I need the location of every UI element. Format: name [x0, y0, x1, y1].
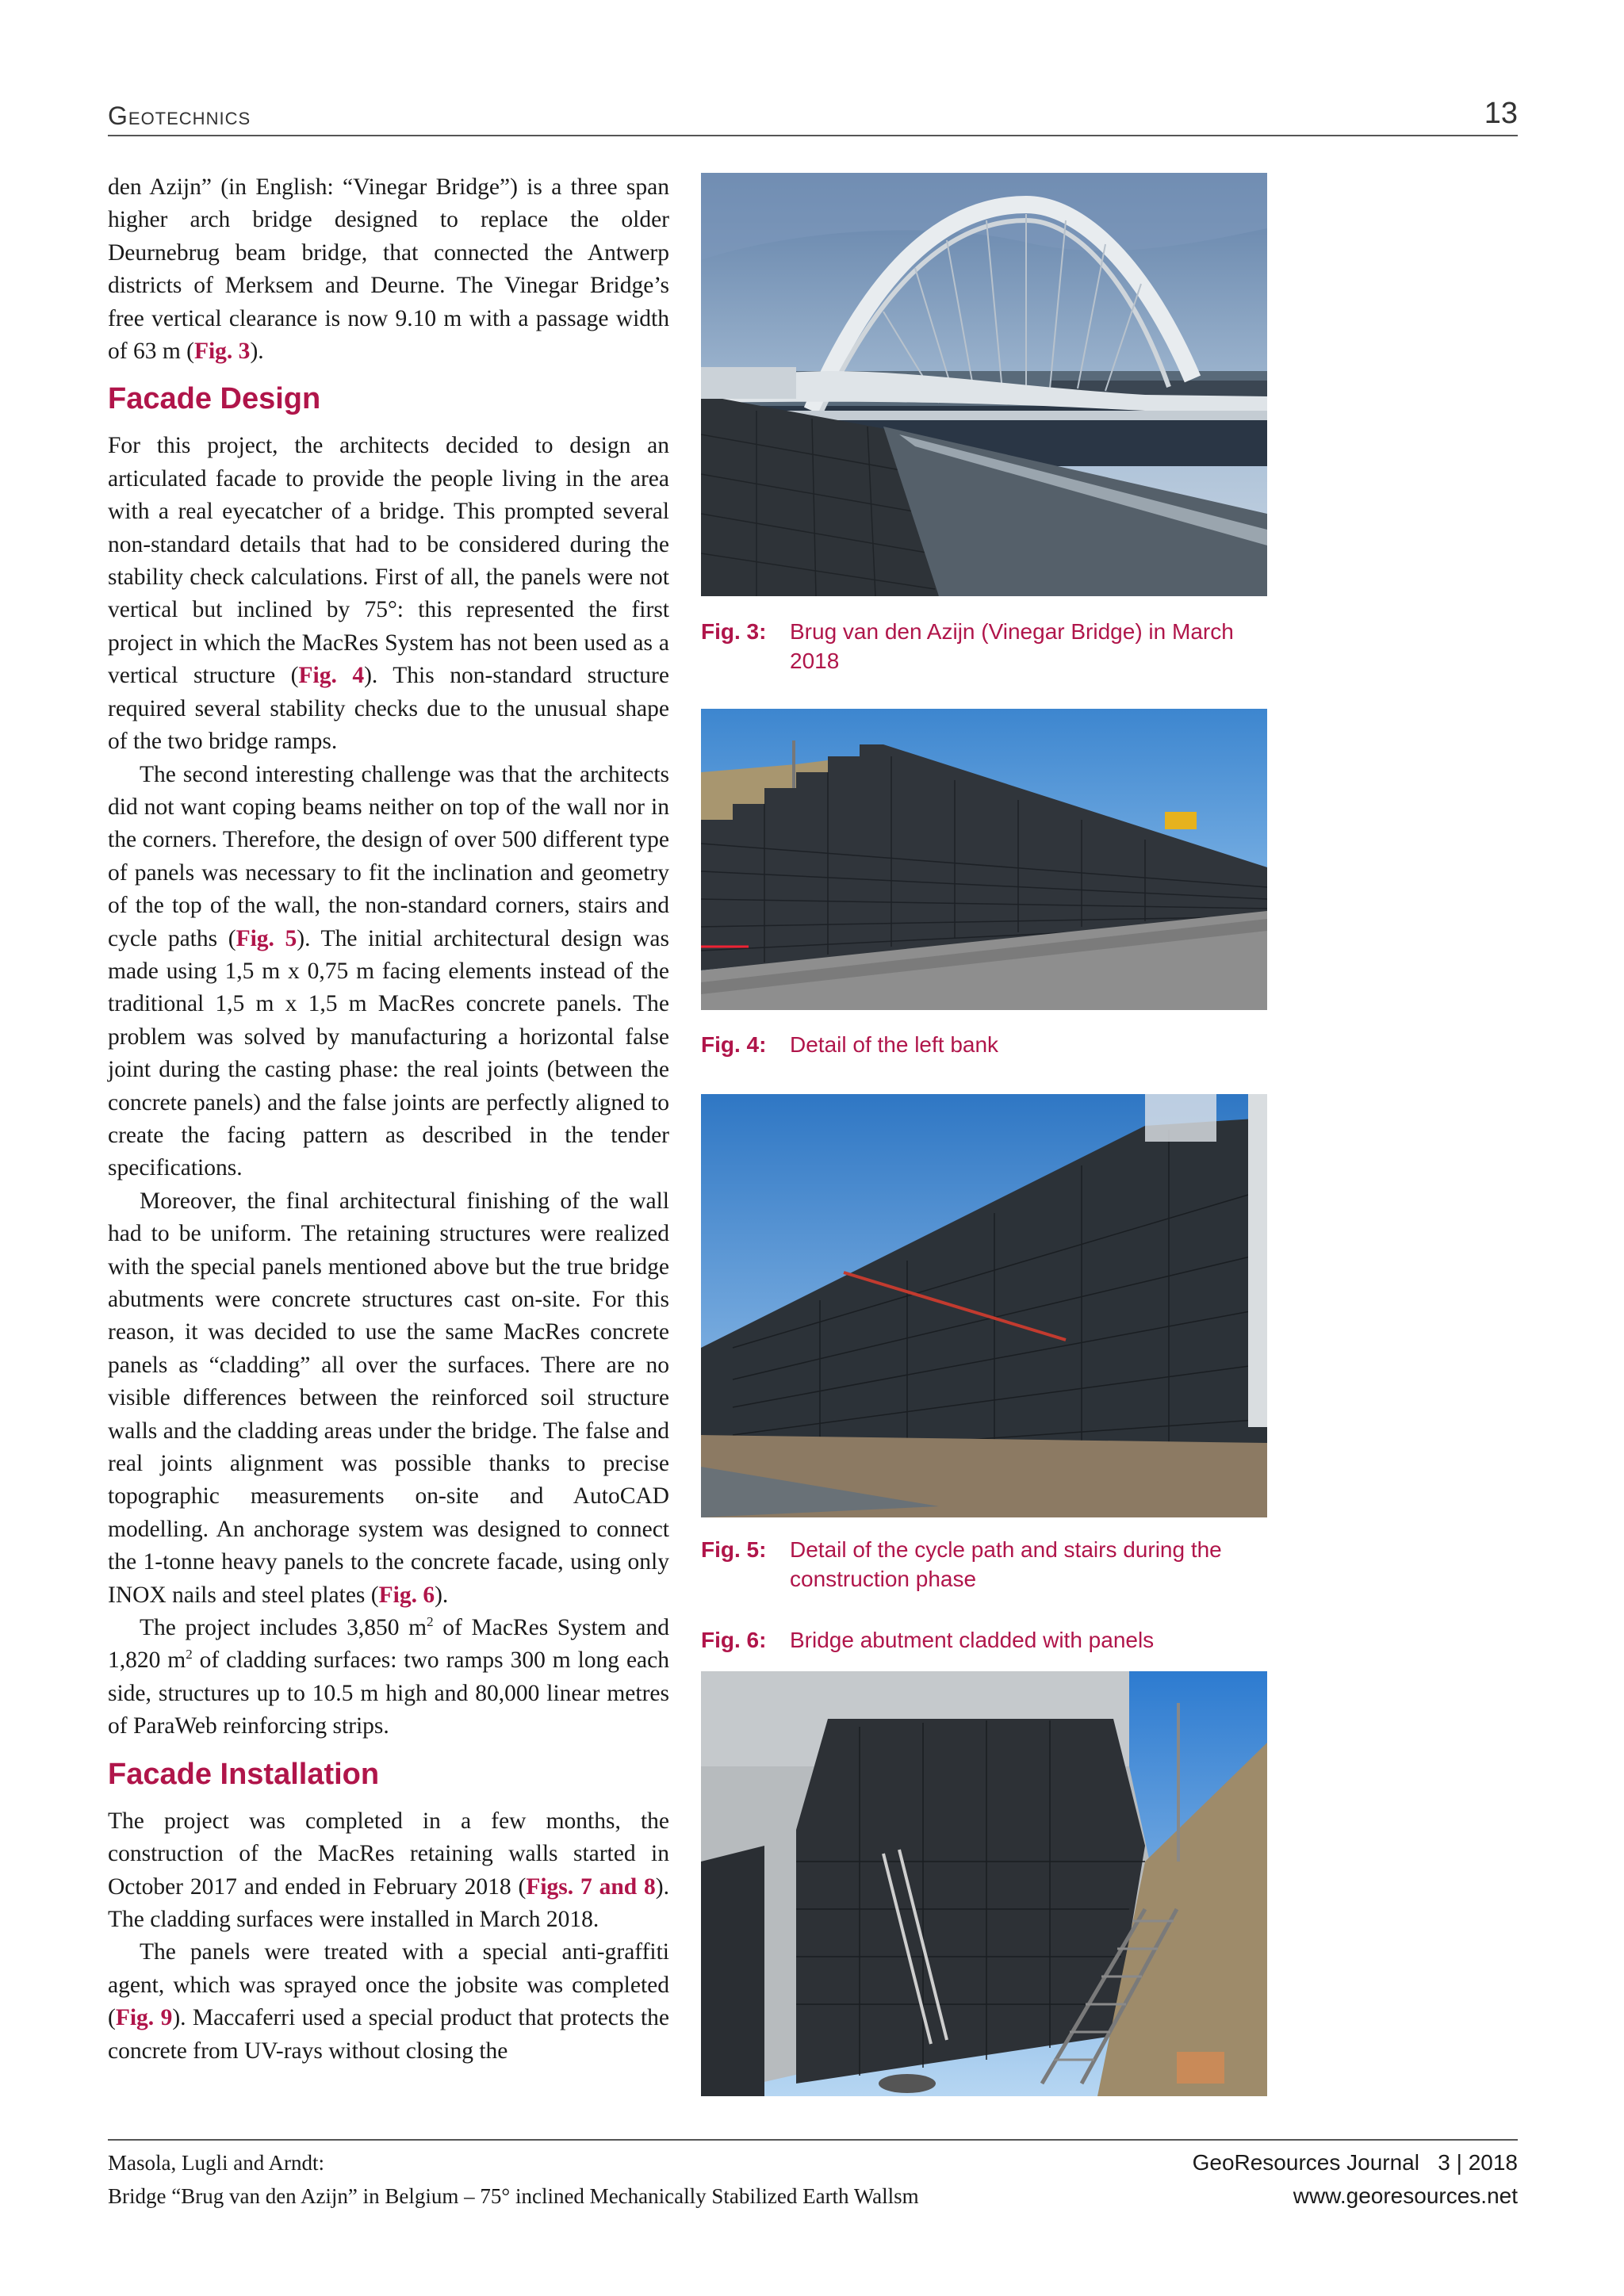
figure-6-caption-text: Bridge abutment cladded with panels [790, 1628, 1155, 1652]
paragraph-design-4: The project includes 3,850 $m^2$ of MacRes System and 1,820 $m^2$ of cladding surfaces: two ramps 300 m long each side, structures up to 10.5 m high and 80,000 linear metres of ParaWeb reinforcing strips. [108, 1614, 669, 1739]
figure-4-label: Fig. 4: [701, 1032, 767, 1057]
page-number: 13 [1484, 97, 1518, 130]
figure-3-photo [701, 173, 1267, 596]
paragraph-intro: den Azijn” (in English: “Vinegar Bridge”) is a three span higher arch bridge designed to replace the older Deurnebrug beam bridge, that connected the Antwerp districts of Merksem and Deurne. The Vinegar Bridge’s free vertical clearance is now 9.10 m with a passage width of 63 m (Fig. 3). [108, 174, 669, 365]
figure-6-caption [701, 1625, 1288, 1655]
heading-facade-installation: Facade Installation [108, 1757, 380, 1791]
footer-article-title: Bridge “Brug van den Azijn” in Belgium – 75° inclined Mechanically Stabilized Earth Wallsm [108, 2184, 919, 2208]
fig-ref-7-8[interactable]: Figs. 7 and 8 [526, 1873, 656, 1900]
figure-6-label: Fig. 6: [701, 1628, 767, 1652]
footer-authors: Masola, Lugli and Arndt: [108, 2151, 324, 2175]
paragraph-install-2: The panels were treated with a special anti-graffiti agent, which was sprayed once the jobsite was completed (Fig. 9). Maccaferri used a special product that protects the concrete from UV-rays without closing the [108, 1939, 669, 2064]
footer-rule [108, 2139, 1518, 2141]
fig-ref-4[interactable]: Fig. 4 [298, 663, 365, 689]
paragraph-install-1: The project was completed in a few months, the construction of the MacRes retaining walls started in October 2017 and ended in February 2018 (Figs. 7 and 8). The cladding surfaces were installed in March 2018. [108, 1808, 669, 1932]
figure-6-photo [701, 1671, 1267, 2096]
figure-4-caption [701, 1030, 1288, 1059]
fig-ref-6[interactable]: Fig. 6 [378, 1582, 435, 1608]
figure-3-label: Fig. 3: [701, 619, 767, 644]
header-rule [108, 135, 1518, 136]
paragraph-design-2: The second interesting challenge was that the architects did not want coping beams neither on top of the wall nor in the corners. Therefore, the design of over 500 different type of panels was necessary to fit the inclination and geometry of the top of the wall, the non-standard corners, stairs and cycle paths (Fig. 5). The initial architectural design was made using 1,5 m x 0,75 m facing elements instead of the traditional 1,5 m x 1,5 m MacRes concrete panels. The problem was solved by manufacturing a horizontal false joint during the casting phase: the real joints (between the concrete panels) and the false joints are perfectly aligned to create the facing pattern as described in the tender specifications. [108, 761, 670, 1181]
figure-4-photo [701, 709, 1267, 1010]
figure-3-caption [701, 617, 1288, 675]
fig-ref-9[interactable]: Fig. 9 [115, 2005, 173, 2031]
figure-5-caption [701, 1535, 1288, 1594]
footer-website-link[interactable]: www.georesources.net [1293, 2183, 1518, 2208]
paragraph-design-3: Moreover, the final architectural finishing of the wall had to be uniform. The retaining structures were realized with the special panels mentioned above but the true bridge abutments were concrete structures cast on-site. For this reason, it was decided to use the same MacRes concrete panels as “cladding” all over the surfaces. There are no visible differences between the reinforced soil structure walls and the cladding areas under the bridge. The false and real joints alignment was possible thanks to precise topographic measurements on-site and AutoCAD modelling. An anchorage system was designed to connect the 1-tonne heavy panels to the concrete facade, using only INOX nails and steel plates (Fig. 6). [108, 1188, 669, 1608]
heading-facade-design: Facade Design [108, 382, 321, 416]
fig-ref-5[interactable]: Fig. 5 [236, 925, 297, 951]
figure-5-label: Fig. 5: [701, 1537, 767, 1562]
figure-4-caption-text: Detail of the left bank [790, 1032, 999, 1057]
figure-3-caption-text: Brug van den Azijn (Vinegar Bridge) in March 2018 [790, 619, 1234, 673]
paragraph-design-1: For this project, the architects decided to design an articulated facade to provide the people living in the area with a real eyecatcher of a bridge. This prompted several non-standard details that had to be considered during the stability check calculations. First of all, the panels were not vertical but inclined by 75°: this represented the first project in which the MacRes System has not been used as a vertical structure (Fig. 4). This non-standard structure required several stability checks due to the unusual shape of the two bridge ramps. [108, 433, 669, 755]
fig-ref-3[interactable]: Fig. 3 [193, 339, 251, 365]
footer-journal: GeoResources Journal 3 | 2018 [1192, 2150, 1518, 2175]
running-head-section: Geotechnics [108, 101, 251, 130]
figure-5-photo [701, 1094, 1267, 1517]
body-column [108, 171, 669, 2068]
figure-5-caption-text: Detail of the cycle path and stairs during the construction phase [790, 1537, 1222, 1591]
